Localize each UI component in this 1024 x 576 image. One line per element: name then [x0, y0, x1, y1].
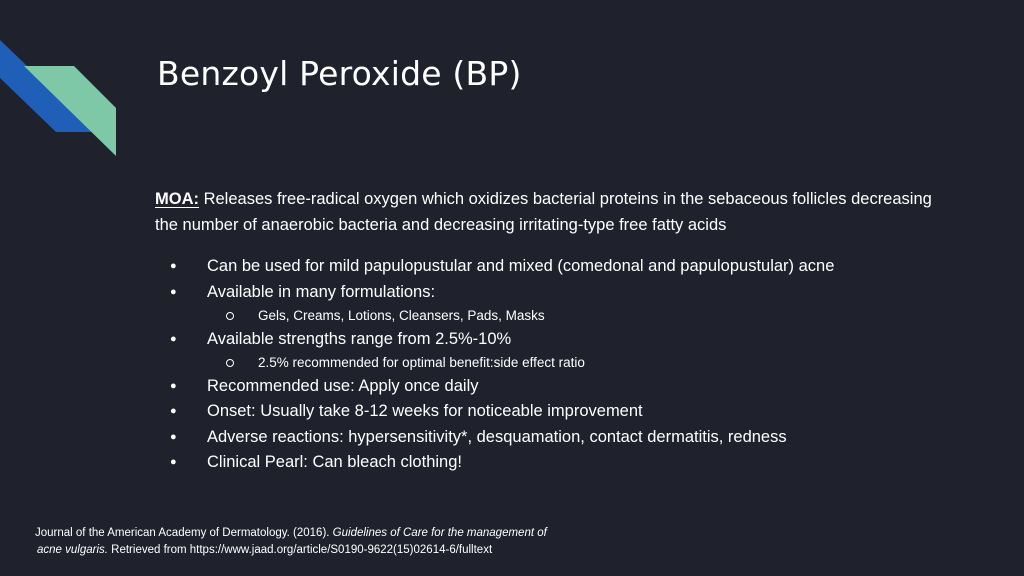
bullet-item: [0, 254, 1024, 280]
citation-title-part-1: Guidelines of Care for the management of: [332, 527, 547, 539]
corner-decoration: [0, 0, 120, 160]
moa-paragraph: [155, 186, 955, 238]
citation-title-part-2: acne vulgaris.: [37, 544, 108, 556]
bullet-item: [0, 399, 1024, 425]
bullet-dot: ●: [170, 285, 177, 298]
bullet-list: [0, 254, 1024, 476]
slide-title: Benzoyl Peroxide (BP): [157, 54, 522, 93]
bullet-item: [0, 327, 1024, 353]
citation: [35, 525, 547, 559]
sub-bullet-item: [0, 352, 1024, 374]
bullet-item: [0, 450, 1024, 476]
citation-line-2: [35, 542, 547, 559]
bullet-text: Can be used for mild papulopustular and mixed (comedonal and papulopustular) acne: [207, 257, 835, 275]
bullet-item: [0, 374, 1024, 400]
bullet-text: Onset: Usually take 8-12 weeks for noticeable improvement: [207, 402, 643, 420]
hollow-circle-icon: [226, 312, 234, 320]
citation-line-1: [35, 525, 547, 542]
citation-prefix: Journal of the American Academy of Dermatology. (2016).: [35, 527, 333, 539]
bullet-dot: ●: [170, 260, 177, 272]
bullet-text: Recommended use: Apply once daily: [207, 376, 479, 395]
bullet-item: [0, 425, 1024, 451]
bullet-text: Clinical Pearl: Can bleach clothing!: [207, 453, 462, 471]
bullet-text: Available strengths range from 2.5%-10%: [207, 329, 512, 348]
bullet-dot: ●: [170, 332, 177, 345]
bullet-dot: ●: [170, 430, 177, 443]
bullet-dot: ●: [170, 379, 177, 392]
hollow-circle-icon: [226, 359, 234, 367]
bullet-dot: ●: [170, 456, 177, 468]
bullet-text: Adverse reactions: hypersensitivity*, desquamation, contact dermatitis, redness: [207, 427, 787, 446]
sub-bullet-text: 2.5% recommended for optimal benefit:side effect ratio: [258, 355, 585, 370]
moa-text: Releases free-radical oxygen which oxidizes bacterial proteins in the sebaceous follicles decreasing the number of anaerobic bacteria and decreasing irritating-type free fatty acids: [155, 190, 932, 234]
sub-bullet-text: Gels, Creams, Lotions, Cleansers, Pads, Masks: [258, 308, 545, 323]
bullet-text: Available in many formulations:: [207, 282, 436, 301]
bullet-dot: ●: [170, 405, 177, 417]
sub-bullet-item: [0, 305, 1024, 327]
moa-label: MOA:: [155, 190, 199, 208]
bullet-item: [0, 280, 1024, 306]
citation-suffix: Retrieved from https://www.jaad.org/article/S0190-9622(15)02614-6/fulltext: [107, 544, 493, 556]
